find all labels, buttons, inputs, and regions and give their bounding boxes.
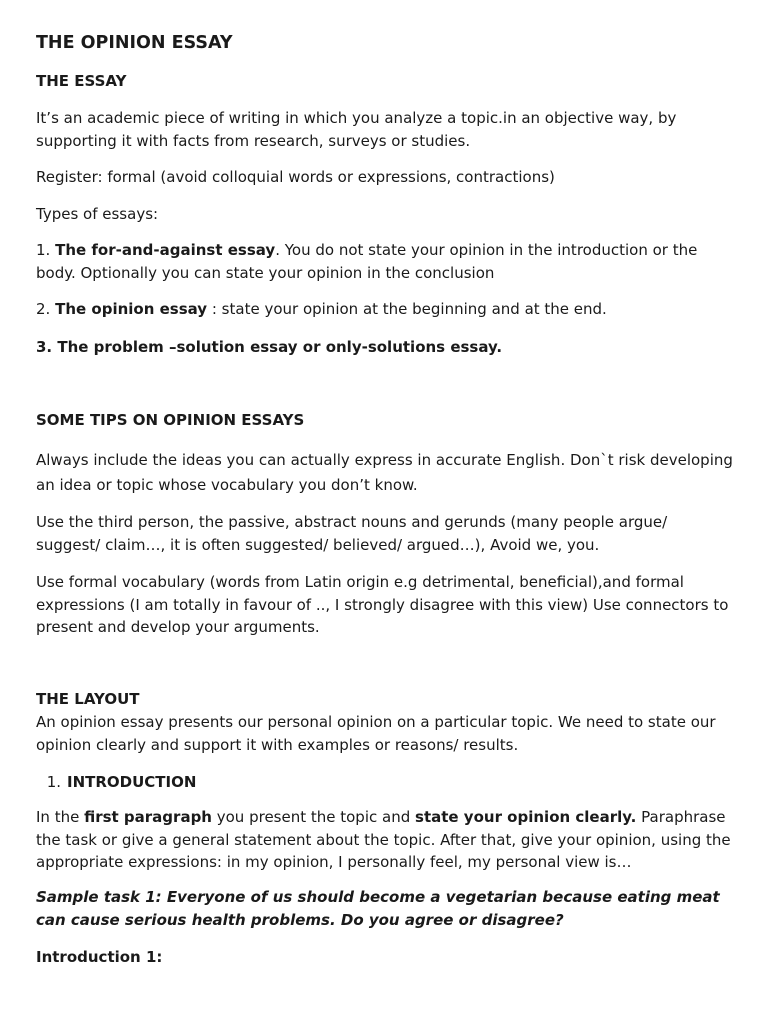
list-item-label: INTRODUCTION	[67, 773, 197, 791]
instructions-text-3: Paraphrase the task or give a general statement about the topic. After that, give your opinion, using the appropriate expressions: in my opinion, I personally feel, my personal view is…	[36, 808, 731, 871]
list-item-introduction	[36, 771, 736, 794]
essay-definition: It’s an academic piece of writing in which you analyze a topic.in an objective way, by supporting it with facts from research, surveys or studies.	[36, 109, 677, 150]
tip-third-person: Use the third person, the passive, abstract nouns and gerunds (many people argue/ suggest/ claim…, it is often suggested/ believed/ argued…), Avoid we, you.	[36, 513, 668, 554]
essay-type-1-number: 1.	[36, 241, 56, 259]
essay-type-3: 3. The problem –solution essay or only-solutions essay.	[36, 338, 503, 356]
first-paragraph-instructions	[36, 806, 736, 874]
essay-type-2-text: : state your opinion at the beginning and at the end.	[207, 300, 607, 318]
instructions-text-1: In the	[36, 808, 85, 826]
introduction-1-label: Introduction 1:	[36, 948, 163, 966]
tip-accurate-english: Always include the ideas you can actually express in accurate English. Don`t risk developing an idea or topic whose vocabulary you don’t know.	[36, 451, 733, 494]
document-title: THE OPINION ESSAY	[36, 33, 233, 53]
essay-type-1-name: The for-and-against essay	[55, 241, 276, 259]
tip-formal-vocabulary: Use formal vocabulary (words from Latin origin e.g detrimental, beneficial),and formal expressions (I am totally in favour of .., I strongly disagree with this view) Use connectors to present and develop your arguments.	[36, 573, 729, 636]
instructions-bold-2: state your opinion clearly.	[415, 808, 637, 826]
layout-heading: THE LAYOUT	[36, 690, 140, 708]
essay-type-2	[36, 298, 736, 321]
instructions-text-2: you present the topic and	[211, 808, 416, 826]
types-label: Types of essays:	[36, 205, 159, 223]
instructions-bold-1: first paragraph	[84, 808, 212, 826]
tips-heading: SOME TIPS ON OPINION ESSAYS	[36, 411, 305, 429]
essay-type-2-name: The opinion essay	[55, 300, 208, 318]
register-note: Register: formal (avoid colloquial words or expressions, contractions)	[36, 168, 555, 186]
list-item-number: 1.	[46, 773, 61, 791]
layout-intro: An opinion essay presents our personal opinion on a particular topic. We need to state our opinion clearly and support it with examples or reasons/ results.	[36, 713, 716, 754]
sample-task: Sample task 1: Everyone of us should become a vegetarian because eating meat can cause serious health problems. Do you agree or disagree?	[36, 888, 720, 929]
essay-type-2-number: 2.	[36, 300, 56, 318]
essay-heading: THE ESSAY	[36, 72, 127, 90]
essay-type-1	[36, 239, 736, 284]
essay-type-1-text: . You do not state your opinion in the introduction or the body. Optionally you can state your opinion in the conclusion	[36, 241, 698, 282]
